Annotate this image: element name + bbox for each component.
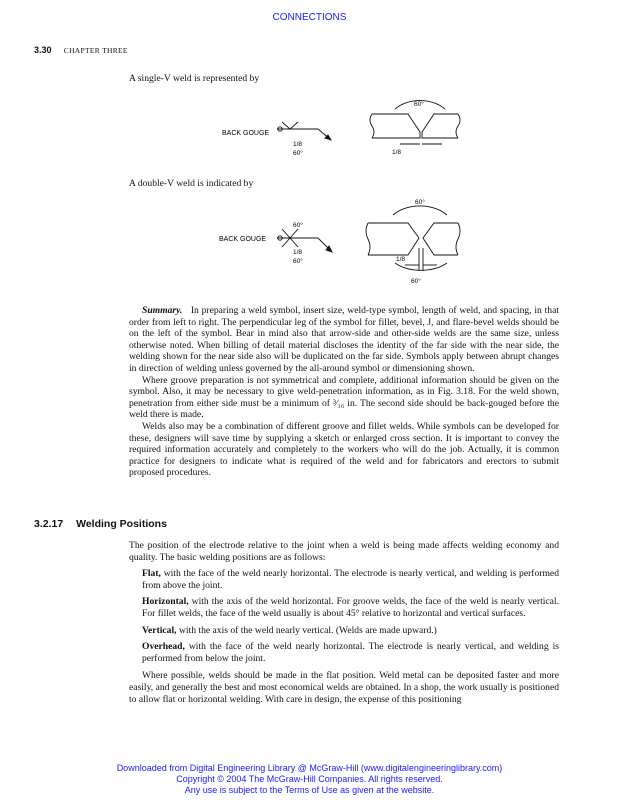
left-plate: [372, 114, 420, 138]
v-groove-right: [290, 122, 298, 129]
page-number: 3.30: [34, 45, 52, 55]
positions-closing: Where possible, welds should be made in the flat position. Weld metal can be deposited faster and more easily, and generally the best and most economical welds are obtained. In a shop, the work usually is positioned to allow flat or horizontal welding. With care in design, the expense of this positioning: [129, 670, 559, 705]
left-break-line: [370, 114, 374, 138]
detail-bottom-angle-label: 60°: [411, 278, 421, 285]
summary-paragraph-2: Where groove preparation is not symmetrical and complete, additional information should be given on the symbol. Also, it may be necessary to give weld-penetration information, as in Fig. 3.18. For the weld shown, penetration from either side must be a minimum of ³⁄₁₆ in. The second side should be back-gouged before the weld there is made.: [129, 374, 559, 421]
weld-size-label: 1/8: [293, 141, 303, 148]
bottom-angle-label: 60°: [293, 258, 303, 265]
detail-root-label: 1/8: [396, 256, 406, 263]
summary-paragraph-3: Welds also may be a combination of different groove and fillet welds. While symbols can be developed for these, designers will save time by supplying a sketch or enlarged cross section. It is important to convey the required information accurately and completely to the workers who will do the job. Actually, it is common practice for designers to indicate what is required of the weld and for fabricators and erectors to submit proposed procedures.: [129, 420, 559, 479]
top-banner: CONNECTIONS: [272, 12, 347, 23]
section-title: Welding Positions: [76, 518, 167, 530]
left-plate: [368, 223, 419, 255]
left-break-line: [366, 223, 370, 255]
positions-list: [129, 568, 559, 664]
right-break-line: [456, 114, 460, 138]
right-break-line: [456, 223, 460, 255]
v-groove-bottom-left: [282, 238, 290, 247]
footer-download-link[interactable]: Downloaded from Digital Engineering Library @ McGraw-Hill (www.digitalengineeringlibrary.com): [116, 763, 503, 773]
weld-size-label: 1/8: [293, 249, 303, 256]
intro-double-v: A double-V weld is indicated by: [129, 178, 254, 189]
top-angle-arc: [393, 206, 447, 215]
bottom-angle-arc: [395, 263, 447, 270]
chapter-title: CHAPTER THREE: [63, 46, 128, 55]
detail-angle-label: 60°: [414, 101, 424, 108]
back-gouge-label: BACK GOUGE: [219, 236, 267, 243]
footer-terms[interactable]: Any use is subject to the Terms of Use as given at the website.: [184, 785, 435, 795]
page-header: [34, 45, 128, 55]
positions-intro: The position of the electrode relative to the joint when a weld is being made affects welding economy and quality. The basic welding positions are as follows:: [129, 540, 559, 563]
back-gouge-label: BACK GOUGE: [222, 130, 270, 137]
position-item-vertical: Vertical, with the axis of the weld nearly vertical. (Welds are made upward.): [142, 624, 437, 636]
v-groove-top-right: [290, 229, 298, 238]
right-plate: [422, 114, 458, 138]
right-plate: [423, 223, 458, 255]
positions-section: [129, 540, 559, 705]
summary-lead: Summary.: [142, 305, 183, 316]
detail-root-label: 1/8: [392, 149, 402, 156]
v-groove-top-left: [282, 229, 290, 238]
footer: [0, 763, 619, 796]
position-item-horizontal: Horizontal, with the axis of the weld horizontal. For groove welds, the face of the weld is nearly vertical. For fillet welds, the face of the weld usually is about 45° relative to horizontal and vertical surfaces.: [142, 596, 559, 619]
position-item-flat: Flat, with the face of the weld nearly horizontal. The electrode is nearly vertical, and welding is performed from above the joint.: [142, 568, 559, 591]
groove-angle-label: 60°: [293, 150, 303, 157]
footer-copyright: Copyright © 2004 The McGraw-Hill Companies. All rights reserved.: [176, 774, 443, 784]
detail-top-angle-label: 60°: [415, 199, 425, 206]
summary-section: [129, 305, 559, 479]
single-v-weld-figure: [200, 92, 480, 167]
double-v-weld-figure: [200, 193, 480, 288]
summary-paragraph-1: Summary. In preparing a weld symbol, insert size, weld-type symbol, length of weld, and spacing, in that order from left to right. The perpendicular leg of the symbol for fillet, bevel, J, and flare-bevel welds should be on the left of the symbol. Bear in mind also that arrow-side and other-side welds are the same size, unless otherwise noted. When billing of detail material discloses the identity of the far side with the near side, the welding shown for the near side also will be duplicated on the far side. Symbols apply between abrupt changes in direction of welding unless governed by the all-around symbol or dimensioning shown.: [129, 305, 559, 374]
v-groove-bottom-right: [290, 238, 298, 247]
position-item-overhead: Overhead, with the face of the weld nearly horizontal. The electrode is nearly vertical, and welding is performed from below the joint.: [142, 641, 559, 664]
section-number: 3.2.17: [34, 518, 64, 530]
intro-single-v: A single-V weld is represented by: [129, 73, 260, 84]
v-groove-left: [282, 122, 290, 129]
top-angle-label: 60°: [293, 222, 303, 229]
section-heading: [34, 518, 167, 530]
